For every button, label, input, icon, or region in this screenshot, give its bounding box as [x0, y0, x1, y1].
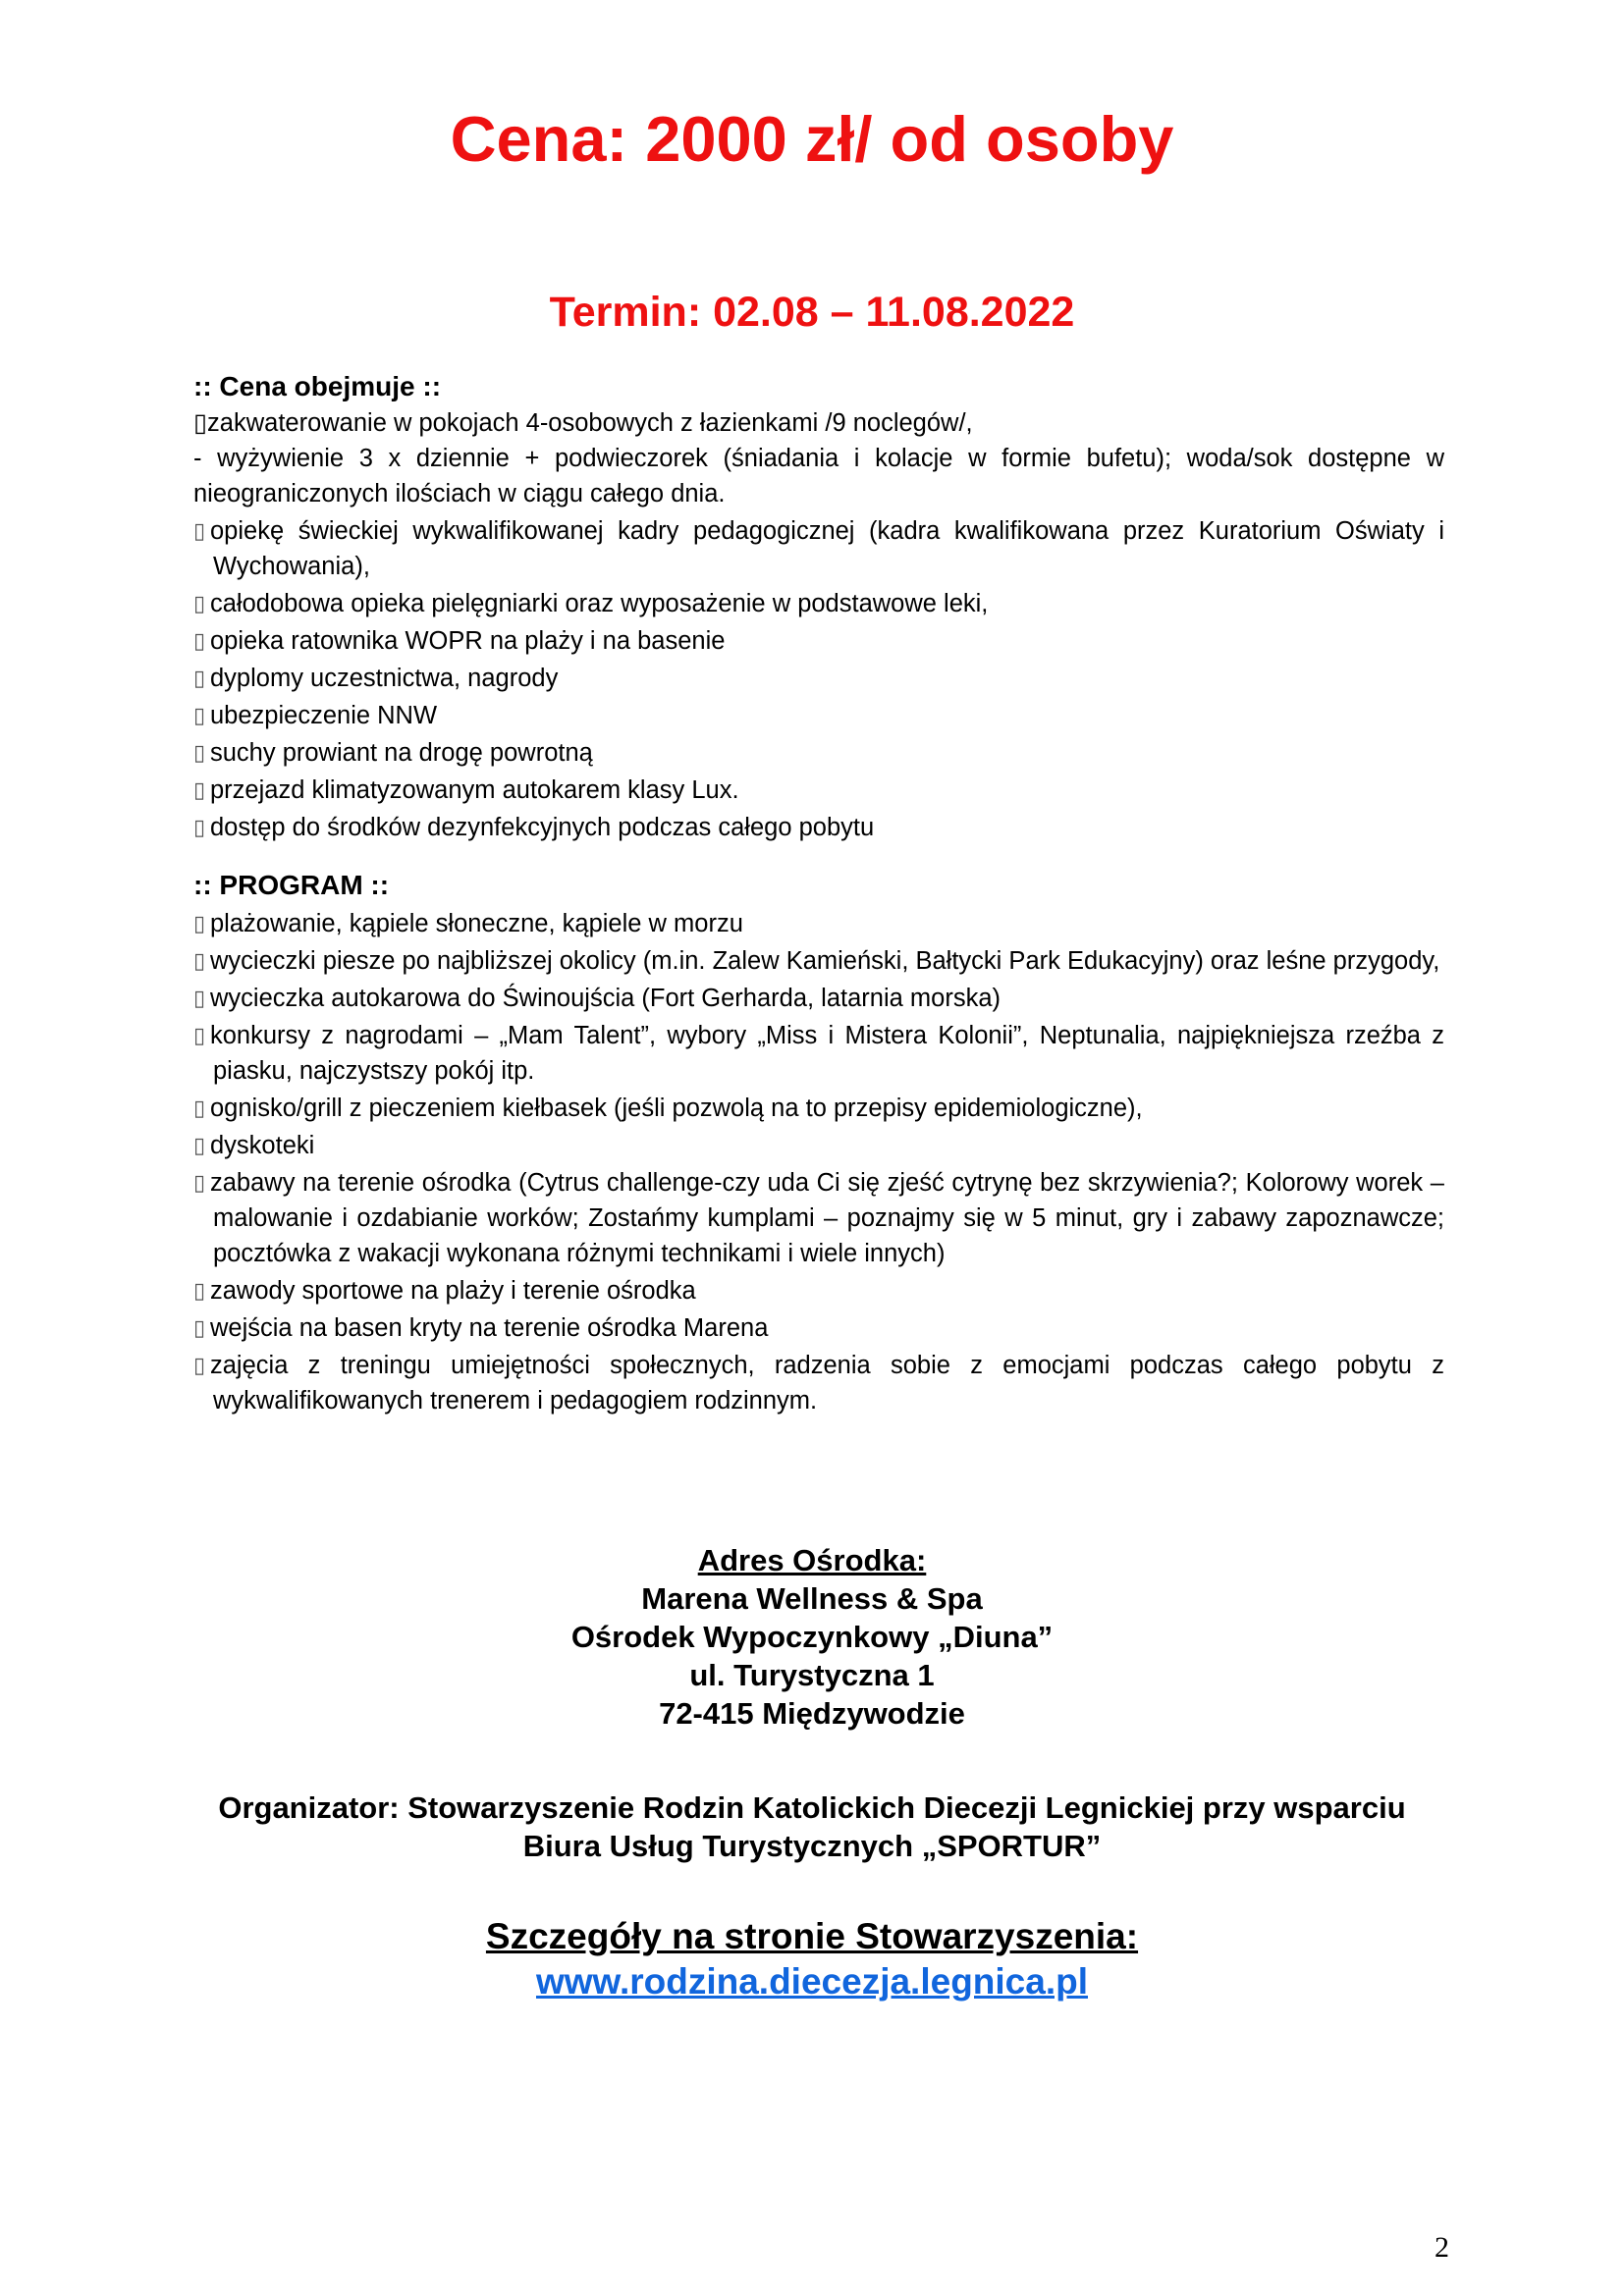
term-heading: Termin: 02.08 – 11.08.2022: [549, 289, 1075, 336]
bullet-box-icon: ▯: [193, 409, 208, 437]
program-list: [193, 906, 1444, 1418]
bullet-box-icon: ▯: [193, 1278, 206, 1303]
list-item: ▯ wycieczka autokarowa do Świnoujścia (Fort Gerharda, latarnia morska): [193, 981, 1444, 1016]
bullet-box-icon: ▯: [193, 1170, 206, 1195]
list-item: ▯ opieka ratownika WOPR na plaży i na basenie: [193, 623, 1444, 659]
bullet-box-icon: ▯: [193, 591, 206, 615]
bullet-box-icon: ▯: [193, 703, 206, 727]
list-item: ▯ ognisko/grill z pieczeniem kiełbasek (jeśli pozwolą na to przepisy epidemiologiczne),: [193, 1091, 1444, 1126]
includes-line-accommodation: ▯zakwaterowanie w pokojach 4-osobowych z łazienkami /9 noclegów/,: [193, 409, 973, 437]
list-item: ▯ całodobowa opieka pielęgniarki oraz wyposażenie w podstawowe leki,: [193, 586, 1444, 621]
details-heading: Szczegóły na stronie Stowarzyszenia:: [485, 1916, 1139, 1956]
bullet-box-icon: ▯: [193, 1315, 206, 1340]
address-line: Marena Wellness & Spa: [641, 1581, 983, 1616]
program-heading: :: PROGRAM ::: [193, 870, 390, 900]
list-item: ▯ wejścia na basen kryty na terenie ośrodka Marena: [193, 1310, 1444, 1346]
bullet-box-icon: ▯: [193, 740, 206, 765]
list-item: ▯ opiekę świeckiej wykwalifikowanej kadry pedagogicznej (kadra kwalifikowana przez Kuratorium Oświaty i Wychowania),: [193, 513, 1444, 584]
bullet-box-icon: ▯: [193, 628, 206, 653]
main-content: [193, 368, 1444, 1418]
bullet-box-icon: ▯: [193, 666, 206, 690]
address-heading: Adres Ośrodka:: [697, 1543, 927, 1577]
includes-heading: :: Cena obejmuje ::: [193, 371, 442, 401]
includes-list: [193, 513, 1444, 845]
list-item: ▯ ubezpieczenie NNW: [193, 698, 1444, 733]
bullet-box-icon: ▯: [193, 815, 206, 839]
list-item: ▯ suchy prowiant na drogę powrotną: [193, 735, 1444, 771]
bullet-box-icon: ▯: [193, 777, 206, 802]
page-number: 2: [1435, 2231, 1449, 2264]
list-item: ▯ dyskoteki: [193, 1128, 1444, 1163]
address-line: Ośrodek Wypoczynkowy „Diuna”: [570, 1620, 1054, 1654]
bullet-box-icon: ▯: [193, 1133, 206, 1157]
address-line: 72-415 Międzywodzie: [659, 1696, 965, 1731]
bullet-box-icon: ▯: [193, 911, 206, 935]
list-item: ▯ zawody sportowe na plaży i terenie ośrodka: [193, 1273, 1444, 1308]
website-link[interactable]: www.rodzina.diecezja.legnica.pl: [536, 1961, 1088, 2002]
list-item: ▯ zabawy na terenie ośrodka (Cytrus challenge-czy uda Ci się zjeść cytrynę bez skrzywienia?; Kolorowy worek – malowanie i ozdabianie worków; Zostańmy kumplami – poznajmy się w 5 minut, gry i zabawy zapoznawcze; pocztówka z wakacji wykonana różnymi technikami i wiele innych): [193, 1165, 1444, 1271]
details-block: [0, 1914, 1624, 2004]
bullet-box-icon: ▯: [193, 986, 206, 1010]
organizer-text: Organizator: Stowarzyszenie Rodzin Katolickich Diecezji Legnickiej przy wsparciu Biura Usług Turystycznych „SPORTUR”: [218, 1790, 1406, 1863]
bullet-box-icon: ▯: [193, 518, 206, 543]
list-item: ▯ zajęcia z treningu umiejętności społecznych, radzenia sobie z emocjami podczas całego pobytu z wykwalifikowanych trenerem i pedagogiem rodzinnym.: [193, 1348, 1444, 1418]
list-item: ▯ konkursy z nagrodami – „Mam Talent”, wybory „Miss i Mistera Kolonii”, Neptunalia, najpiękniejsza rzeźba z piasku, najczystszy pokój itp.: [193, 1018, 1444, 1089]
bullet-box-icon: ▯: [193, 1095, 206, 1120]
bullet-box-icon: ▯: [193, 1353, 206, 1377]
list-item: ▯ dostęp do środków dezynfekcyjnych podczas całego pobytu: [193, 810, 1444, 845]
address-block: [0, 1541, 1624, 1733]
list-item: ▯ wycieczki piesze po najbliższej okolicy (m.in. Zalew Kamieński, Bałtycki Park Edukacyjny) oraz leśne przygody,: [193, 943, 1444, 979]
bullet-box-icon: ▯: [193, 1023, 206, 1047]
bullet-box-icon: ▯: [193, 948, 206, 973]
list-item: ▯ dyplomy uczestnictwa, nagrody: [193, 661, 1444, 696]
address-line: ul. Turystyczna 1: [689, 1658, 935, 1692]
includes-line-meals: - wyżywienie 3 x dziennie + podwieczorek (śniadania i kolacje w formie bufetu); woda/sok dostępne w nieograniczonych ilościach w ciągu całego dnia.: [193, 445, 1444, 507]
list-item: ▯ plażowanie, kąpiele słoneczne, kąpiele w morzu: [193, 906, 1444, 941]
list-item: ▯ przejazd klimatyzowanym autokarem klasy Lux.: [193, 773, 1444, 808]
price-heading: Cena: 2000 zł/ od osoby: [450, 103, 1174, 175]
